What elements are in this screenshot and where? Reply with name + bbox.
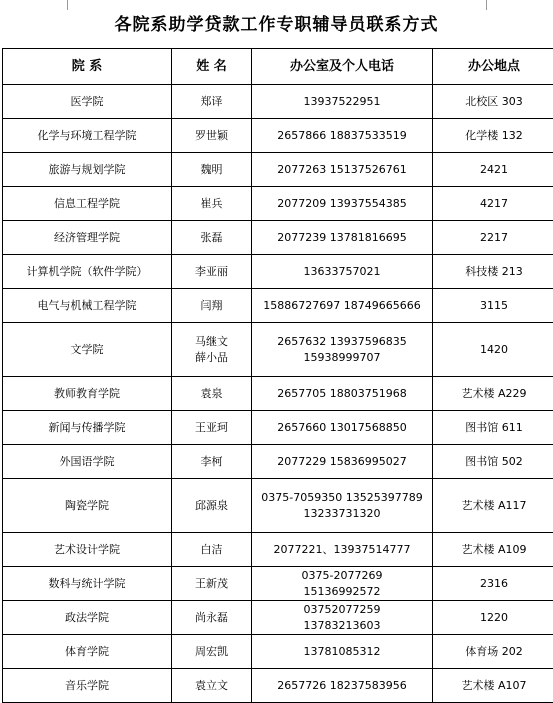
margin-mark-right <box>486 0 497 10</box>
table-row <box>3 221 553 255</box>
cell-college-line: 陶瓷学院 <box>3 498 171 514</box>
cell-phone-line: 2077263 15137526761 <box>252 162 432 178</box>
cell-phone-line: 0375-2077269 <box>252 568 432 584</box>
cell-place <box>433 533 553 567</box>
cell-college <box>3 635 172 669</box>
cell-name-line: 罗世颖 <box>172 128 251 144</box>
cell-place-line: 艺术楼 A229 <box>433 386 553 402</box>
cell-name-line: 闫翔 <box>172 298 251 314</box>
cell-place-line: 图书馆 611 <box>433 420 553 436</box>
cell-place <box>433 323 553 377</box>
cell-place-line: 艺术楼 A107 <box>433 678 553 694</box>
cell-name <box>172 669 252 703</box>
cell-college <box>3 445 172 479</box>
header-place: 办公地点 <box>433 49 553 85</box>
cell-place-line: 化学楼 132 <box>433 128 553 144</box>
cell-college <box>3 669 172 703</box>
cell-name-line: 袁立文 <box>172 678 251 694</box>
cell-college <box>3 255 172 289</box>
cell-phone <box>252 119 433 153</box>
cell-phone <box>252 567 433 601</box>
cell-place-line: 2421 <box>433 162 553 178</box>
cell-place <box>433 479 553 533</box>
cell-college-line: 旅游与规划学院 <box>3 162 171 178</box>
cell-place <box>433 221 553 255</box>
cell-college <box>3 567 172 601</box>
cell-name-line: 白洁 <box>172 542 251 558</box>
header-college: 院 系 <box>3 49 172 85</box>
cell-college-line: 计算机学院（软件学院） <box>3 264 171 280</box>
table-row <box>3 323 553 377</box>
cell-college <box>3 187 172 221</box>
cell-college-line: 信息工程学院 <box>3 196 171 212</box>
table-row <box>3 533 553 567</box>
cell-place-line: 科技楼 213 <box>433 264 553 280</box>
cell-college-line: 数科与统计学院 <box>3 576 171 592</box>
cell-phone-line: 15886727697 18749665666 <box>252 298 432 314</box>
cell-phone-line: 2657632 13937596835 <box>252 334 432 350</box>
cell-college <box>3 411 172 445</box>
cell-place-line: 2217 <box>433 230 553 246</box>
table-row <box>3 85 553 119</box>
cell-phone <box>252 533 433 567</box>
cell-phone-line: 13233731320 <box>252 506 432 522</box>
cell-place <box>433 445 553 479</box>
cell-name-line: 邱源泉 <box>172 498 251 514</box>
cell-name <box>172 221 252 255</box>
cell-phone-line: 13633757021 <box>252 264 432 280</box>
cell-name <box>172 323 252 377</box>
cell-phone <box>252 221 433 255</box>
cell-place-line: 4217 <box>433 196 553 212</box>
cell-place <box>433 153 553 187</box>
cell-college-line: 外国语学院 <box>3 454 171 470</box>
page-title: 各院系助学贷款工作专职辅导员联系方式 <box>0 10 553 35</box>
cell-college-line: 新闻与传播学院 <box>3 420 171 436</box>
cell-phone-line: 13781085312 <box>252 644 432 660</box>
cell-place <box>433 567 553 601</box>
table-row <box>3 445 553 479</box>
cell-phone-line: 2077239 13781816695 <box>252 230 432 246</box>
cell-phone <box>252 323 433 377</box>
cell-name-line: 李柯 <box>172 454 251 470</box>
cell-phone <box>252 635 433 669</box>
cell-college-line: 医学院 <box>3 94 171 110</box>
cell-name <box>172 85 252 119</box>
table-row <box>3 669 553 703</box>
cell-college <box>3 479 172 533</box>
cell-college-line: 文学院 <box>3 342 171 358</box>
cell-phone-line: 03752077259 <box>252 602 432 618</box>
cell-name <box>172 411 252 445</box>
cell-phone-line: 2077221、13937514777 <box>252 542 432 558</box>
cell-college-line: 教师教育学院 <box>3 386 171 402</box>
table-row <box>3 479 553 533</box>
table-row <box>3 567 553 601</box>
table-row <box>3 255 553 289</box>
cell-college-line: 艺术设计学院 <box>3 542 171 558</box>
table-row <box>3 289 553 323</box>
cell-place <box>433 601 553 635</box>
table-header-row <box>3 49 553 85</box>
cell-phone-line: 15136992572 <box>252 584 432 600</box>
cell-college <box>3 533 172 567</box>
cell-phone <box>252 445 433 479</box>
cell-place <box>433 85 553 119</box>
header-phone: 办公室及个人电话 <box>252 49 433 85</box>
cell-place-line: 1420 <box>433 342 553 358</box>
cell-place-line: 图书馆 502 <box>433 454 553 470</box>
cell-phone <box>252 669 433 703</box>
cell-name <box>172 479 252 533</box>
cell-name-line: 周宏凯 <box>172 644 251 660</box>
cell-place <box>433 377 553 411</box>
table-row <box>3 601 553 635</box>
cell-name-line: 王亚珂 <box>172 420 251 436</box>
cell-phone <box>252 187 433 221</box>
cell-college <box>3 119 172 153</box>
table-row <box>3 153 553 187</box>
cell-name-line: 郑译 <box>172 94 251 110</box>
cell-college <box>3 377 172 411</box>
cell-phone <box>252 85 433 119</box>
cell-college <box>3 153 172 187</box>
cell-phone-line: 15938999707 <box>252 350 432 366</box>
cell-phone-line: 2657726 18237583956 <box>252 678 432 694</box>
cell-phone-line: 2657866 18837533519 <box>252 128 432 144</box>
cell-place <box>433 411 553 445</box>
cell-place-line: 艺术楼 A117 <box>433 498 553 514</box>
cell-phone-line: 2657705 18803751968 <box>252 386 432 402</box>
cell-phone <box>252 289 433 323</box>
cell-phone-line: 2657660 13017568850 <box>252 420 432 436</box>
cell-name-line: 张磊 <box>172 230 251 246</box>
cell-name-line: 薛小品 <box>172 350 251 366</box>
cell-place <box>433 289 553 323</box>
cell-place <box>433 255 553 289</box>
cell-place <box>433 635 553 669</box>
cell-name <box>172 601 252 635</box>
cell-name <box>172 255 252 289</box>
cell-name <box>172 119 252 153</box>
cell-college <box>3 221 172 255</box>
cell-phone <box>252 377 433 411</box>
cell-name <box>172 187 252 221</box>
cell-college-line: 音乐学院 <box>3 678 171 694</box>
cell-name-line: 李亚丽 <box>172 264 251 280</box>
header-name: 姓 名 <box>172 49 252 85</box>
cell-college <box>3 289 172 323</box>
table-row <box>3 411 553 445</box>
contact-table <box>2 48 553 703</box>
cell-name-line: 袁泉 <box>172 386 251 402</box>
cell-place <box>433 669 553 703</box>
cell-place-line: 体育场 202 <box>433 644 553 660</box>
cell-name-line: 魏明 <box>172 162 251 178</box>
cell-place <box>433 187 553 221</box>
table-row <box>3 119 553 153</box>
cell-college <box>3 85 172 119</box>
table-row <box>3 635 553 669</box>
cell-phone <box>252 255 433 289</box>
cell-place-line: 3115 <box>433 298 553 314</box>
cell-phone <box>252 479 433 533</box>
cell-phone <box>252 601 433 635</box>
cell-phone <box>252 411 433 445</box>
cell-place-line: 北校区 303 <box>433 94 553 110</box>
cell-place-line: 2316 <box>433 576 553 592</box>
table-row <box>3 377 553 411</box>
cell-place-line: 1220 <box>433 610 553 626</box>
cell-college-line: 经济管理学院 <box>3 230 171 246</box>
cell-name-line: 崔兵 <box>172 196 251 212</box>
cell-phone-line: 2077209 13937554385 <box>252 196 432 212</box>
cell-name-line: 王新茂 <box>172 576 251 592</box>
cell-name <box>172 289 252 323</box>
cell-place-line: 艺术楼 A109 <box>433 542 553 558</box>
cell-name <box>172 153 252 187</box>
table-row <box>3 187 553 221</box>
cell-name <box>172 377 252 411</box>
cell-phone <box>252 153 433 187</box>
cell-college-line: 体育学院 <box>3 644 171 660</box>
cell-name-line: 马继文 <box>172 334 251 350</box>
cell-college <box>3 323 172 377</box>
cell-college-line: 化学与环境工程学院 <box>3 128 171 144</box>
cell-name <box>172 533 252 567</box>
cell-name <box>172 445 252 479</box>
cell-phone-line: 0375-7059350 13525397789 <box>252 490 432 506</box>
cell-name-line: 尚永磊 <box>172 610 251 626</box>
cell-name <box>172 635 252 669</box>
cell-phone-line: 13937522951 <box>252 94 432 110</box>
margin-mark-left <box>57 0 68 10</box>
cell-college-line: 电气与机械工程学院 <box>3 298 171 314</box>
cell-name <box>172 567 252 601</box>
cell-phone-line: 13783213603 <box>252 618 432 634</box>
cell-place <box>433 119 553 153</box>
cell-college <box>3 601 172 635</box>
cell-phone-line: 2077229 15836995027 <box>252 454 432 470</box>
cell-college-line: 政法学院 <box>3 610 171 626</box>
